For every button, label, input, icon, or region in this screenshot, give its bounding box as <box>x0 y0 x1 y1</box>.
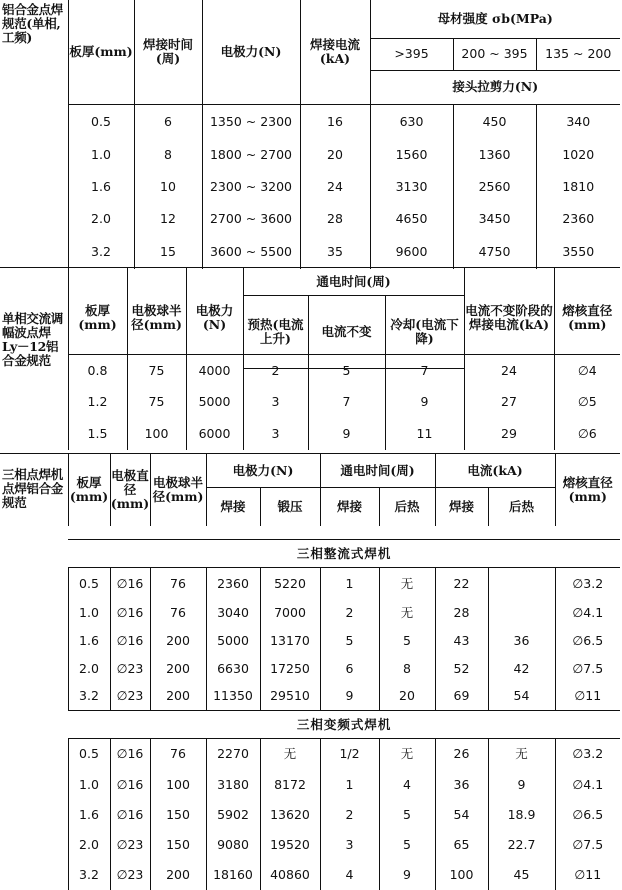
cell: 5 <box>379 830 435 860</box>
header-thickness: 板厚(mm) <box>68 268 127 369</box>
cell: 100 <box>435 860 488 890</box>
cell: 75 <box>127 387 186 418</box>
cell: 3130 <box>370 171 453 203</box>
cell: 1.5 <box>68 418 127 450</box>
cell: 20 <box>379 683 435 711</box>
header-time-post-heat: 后热 <box>379 488 435 526</box>
cell: 2 <box>320 600 379 627</box>
table-row <box>0 568 620 600</box>
cell: 76 <box>150 568 206 600</box>
header-nugget-diameter: 熔核直径(mm) <box>555 454 620 526</box>
header-sphere-radius: 电极球半径(mm) <box>150 454 206 526</box>
cell: 2.0 <box>68 830 110 860</box>
cell: 12 <box>134 203 202 235</box>
cell: 200 <box>150 860 206 890</box>
cell: 13170 <box>260 627 320 655</box>
cell: 11 <box>385 418 464 450</box>
cell: 9080 <box>206 830 260 860</box>
cell: 9 <box>385 387 464 418</box>
cell: 3180 <box>206 770 260 800</box>
cell: ∅11 <box>574 688 602 704</box>
cell: 2270 <box>206 739 260 770</box>
cell: 16 <box>300 104 370 139</box>
section-3-side-label: 三相点焊机点焊铝合金规范 <box>0 454 68 526</box>
section-3-three-phase <box>0 453 620 882</box>
cell: 200 <box>150 655 206 683</box>
cell: 7 <box>385 355 464 387</box>
cell: 5000 <box>206 627 260 655</box>
cell: ∅11 <box>574 866 602 882</box>
cell: 27 <box>464 387 554 418</box>
header-electrode-diameter: 电极直径(mm) <box>110 454 150 526</box>
cell: 7000 <box>260 600 320 627</box>
cell: 9 <box>320 683 379 711</box>
cell: 29 <box>464 418 554 450</box>
cell: 9 <box>379 860 435 890</box>
cell: 1.6 <box>68 627 110 655</box>
header-weld-current: 焊接电流(kA) <box>300 0 370 104</box>
cell: 100 <box>150 770 206 800</box>
cell: 0.5 <box>68 568 110 600</box>
cell: 3450 <box>453 203 536 235</box>
cell: 9600 <box>370 235 453 269</box>
cell: ∅3.2 <box>572 746 604 762</box>
cell: 28 <box>300 203 370 235</box>
cell: 1.6 <box>68 800 110 830</box>
cell: 3550 <box>562 244 595 259</box>
cell: 3 <box>243 387 308 418</box>
table-section-2-body <box>0 354 620 450</box>
cell: 5 <box>379 800 435 830</box>
table-section-1 <box>0 0 620 269</box>
cell: 43 <box>435 627 488 655</box>
cell: 1800 ~ 2700 <box>202 139 300 171</box>
cell: ∅5 <box>577 394 597 409</box>
cell: 无 <box>379 739 435 770</box>
cell: 1560 <box>370 139 453 171</box>
rectifier-title: 三相整流式焊机 <box>68 540 620 568</box>
cell: ∅7.5 <box>572 836 604 852</box>
cell: 4 <box>379 770 435 800</box>
table-section-3 <box>0 453 620 526</box>
header-electrode-force: 电极力(N) <box>202 0 300 104</box>
cell: 24 <box>300 171 370 203</box>
table-row <box>0 739 620 770</box>
table-row <box>0 418 620 450</box>
table-row <box>0 600 620 627</box>
cell: 2700 ~ 3600 <box>202 203 300 235</box>
cell: 11350 <box>206 683 260 711</box>
cell: 6 <box>320 655 379 683</box>
header-material-strength: 母材强度 σb(MPa) <box>370 0 620 38</box>
cell: 150 <box>150 830 206 860</box>
cell: 3 <box>320 830 379 860</box>
cell <box>488 600 555 627</box>
header-nugget-diameter: 熔核直径(mm) <box>554 268 620 369</box>
cell: 13620 <box>260 800 320 830</box>
cell: 1.0 <box>68 600 110 627</box>
cell: ∅16 <box>110 600 150 627</box>
cell: 1 <box>320 568 379 600</box>
header-sphere-radius: 电极球半径(mm) <box>127 268 186 369</box>
cell: 18160 <box>206 860 260 890</box>
cell: 24 <box>464 355 554 387</box>
cell: 无 <box>379 568 435 600</box>
table-row <box>0 355 620 387</box>
cell: 54 <box>488 683 555 711</box>
cell: 5220 <box>260 568 320 600</box>
cell: 22 <box>435 568 488 600</box>
cell: 36 <box>488 627 555 655</box>
cell: 8 <box>379 655 435 683</box>
cell: ∅7.5 <box>572 660 604 676</box>
cell: 450 <box>453 104 536 139</box>
cell: ∅23 <box>110 683 150 711</box>
cell: 42 <box>488 655 555 683</box>
table-row <box>0 387 620 418</box>
cell: 3 <box>243 418 308 450</box>
cell: 630 <box>370 104 453 139</box>
table-row <box>0 627 620 655</box>
header-weld-time: 焊接时间(周) <box>134 0 202 104</box>
cell: ∅4.1 <box>572 776 604 792</box>
cell: 75 <box>127 355 186 387</box>
cell: 3600 ~ 5500 <box>202 235 300 269</box>
cell: 1/2 <box>320 739 379 770</box>
cell: 5 <box>308 355 385 387</box>
cell: 36 <box>435 770 488 800</box>
cell: 76 <box>150 600 206 627</box>
cell: 340 <box>566 113 591 129</box>
header-electrode-force: 电极力(N) <box>186 268 243 369</box>
table-row <box>0 104 620 139</box>
cell: 2.0 <box>68 655 110 683</box>
cell: 17250 <box>260 655 320 683</box>
cell: ∅23 <box>110 830 150 860</box>
cell: 0.8 <box>68 355 127 387</box>
cell: 18.9 <box>488 800 555 830</box>
header-current-post-heat: 后热 <box>488 488 555 526</box>
cell: 26 <box>435 739 488 770</box>
cell: 19520 <box>260 830 320 860</box>
cell: 45 <box>488 860 555 890</box>
cell: 1 <box>320 770 379 800</box>
cell: 15 <box>134 235 202 269</box>
cell: 2360 <box>206 568 260 600</box>
header-preheat: 预热(电流上升) <box>243 296 308 369</box>
table-row <box>0 830 620 860</box>
cell: 5902 <box>206 800 260 830</box>
cell: 9 <box>308 418 385 450</box>
table-row <box>0 683 620 711</box>
cell: 1350 ~ 2300 <box>202 104 300 139</box>
cell: ∅6 <box>577 425 597 441</box>
cell: ∅6.5 <box>572 806 604 822</box>
table-section-2 <box>0 267 620 368</box>
cell: 0.5 <box>68 739 110 770</box>
cell: 4000 <box>186 355 243 387</box>
inverter-title: 三相变频式焊机 <box>68 711 620 739</box>
header-shear-force: 接头拉剪力(N) <box>370 70 620 104</box>
table-row <box>0 770 620 800</box>
cell: ∅16 <box>110 800 150 830</box>
cell: 200 <box>150 627 206 655</box>
cell: 1.0 <box>68 139 134 171</box>
cell: 29510 <box>260 683 320 711</box>
cell: ∅4.1 <box>572 605 604 620</box>
section-1-side-label: 铝合金点焊规范(单相,工频) <box>2 2 64 45</box>
cell: 6 <box>134 104 202 139</box>
cell: 2 <box>243 355 308 387</box>
cell: ∅23 <box>110 655 150 683</box>
cell: 4 <box>320 860 379 890</box>
table-row <box>0 800 620 830</box>
cell: 7 <box>308 387 385 418</box>
cell: 40860 <box>260 860 320 890</box>
cell: 9 <box>488 770 555 800</box>
cell: 0.5 <box>68 104 134 139</box>
cell: 54 <box>435 800 488 830</box>
header-time-welding: 焊接 <box>320 488 379 526</box>
cell: 69 <box>435 683 488 711</box>
cell: 2.0 <box>68 203 134 235</box>
cell: 10 <box>134 171 202 203</box>
table-row <box>0 655 620 683</box>
cell: 5000 <box>186 387 243 418</box>
cell: 3.2 <box>68 860 110 890</box>
cell: 3040 <box>206 600 260 627</box>
cell: 76 <box>150 739 206 770</box>
cell: ∅4 <box>554 355 620 387</box>
cell: 1360 <box>453 139 536 171</box>
cell: 无 <box>488 739 555 770</box>
section-2-ac-amplitude-modulated <box>0 267 620 441</box>
header-strength-group: >395 <box>370 38 453 70</box>
cell: 200 <box>150 683 206 711</box>
header-thickness: 板厚(mm) <box>68 0 134 104</box>
header-force-welding: 焊接 <box>206 488 260 526</box>
cell: 2 <box>320 800 379 830</box>
header-electrode-force: 电极力(N) <box>206 454 320 488</box>
cell: 2360 <box>562 211 595 226</box>
header-energizing-time: 通电时间(周) <box>320 454 435 488</box>
cell: 100 <box>127 418 186 450</box>
table-row <box>0 860 620 890</box>
cell: 22.7 <box>488 830 555 860</box>
table-section-3-body <box>0 539 620 890</box>
table-row <box>0 235 620 269</box>
cell: ∅23 <box>110 860 150 890</box>
header-constant-current: 电流不变阶段的焊接电流(kA) <box>464 268 554 369</box>
cell: ∅3.2 <box>572 575 604 591</box>
header-current: 电流(kA) <box>435 454 555 488</box>
header-cooling: 冷却(电流下降) <box>385 296 464 369</box>
cell: 1.2 <box>68 387 127 418</box>
table-row <box>0 139 620 171</box>
cell: 20 <box>300 139 370 171</box>
cell: 2560 <box>453 171 536 203</box>
cell: 1.0 <box>68 770 110 800</box>
cell: 5 <box>320 627 379 655</box>
header-thickness: 板厚(mm) <box>68 454 110 526</box>
table-row <box>0 203 620 235</box>
cell: 8172 <box>260 770 320 800</box>
cell: ∅6.5 <box>572 632 604 648</box>
cell: ∅16 <box>110 568 150 600</box>
cell: 6000 <box>186 418 243 450</box>
cell: 无 <box>260 739 320 770</box>
section-1-aluminum-spot-weld-single-phase <box>0 0 620 269</box>
cell: 65 <box>435 830 488 860</box>
cell: 4650 <box>370 203 453 235</box>
header-strength-group: 135 ~ 200 <box>536 38 620 70</box>
cell <box>488 568 555 600</box>
cell: 3.2 <box>68 235 134 269</box>
table-row <box>0 171 620 203</box>
cell: ∅16 <box>110 770 150 800</box>
cell: 1.6 <box>68 171 134 203</box>
cell: 3.2 <box>68 683 110 711</box>
cell: 无 <box>379 600 435 627</box>
cell: 5 <box>379 627 435 655</box>
cell: 52 <box>435 655 488 683</box>
cell: 4750 <box>453 235 536 269</box>
cell: 2300 ~ 3200 <box>202 171 300 203</box>
header-current-constant: 电流不变 <box>308 296 385 369</box>
cell: 35 <box>300 235 370 269</box>
cell: ∅16 <box>110 627 150 655</box>
header-current-welding: 焊接 <box>435 488 488 526</box>
section-2-side-label: 单相交流调幅波点焊 Ly－12铝合金规范 <box>0 268 68 369</box>
cell: 8 <box>134 139 202 171</box>
header-energizing-time: 通电时间(周) <box>243 268 464 296</box>
cell: 1020 <box>562 147 595 162</box>
header-force-forging: 锻压 <box>260 488 320 526</box>
cell: 150 <box>150 800 206 830</box>
cell: 28 <box>435 600 488 627</box>
cell: 1810 <box>562 179 595 194</box>
cell: ∅16 <box>110 739 150 770</box>
header-strength-group: 200 ~ 395 <box>453 38 536 70</box>
cell: 6630 <box>206 655 260 683</box>
